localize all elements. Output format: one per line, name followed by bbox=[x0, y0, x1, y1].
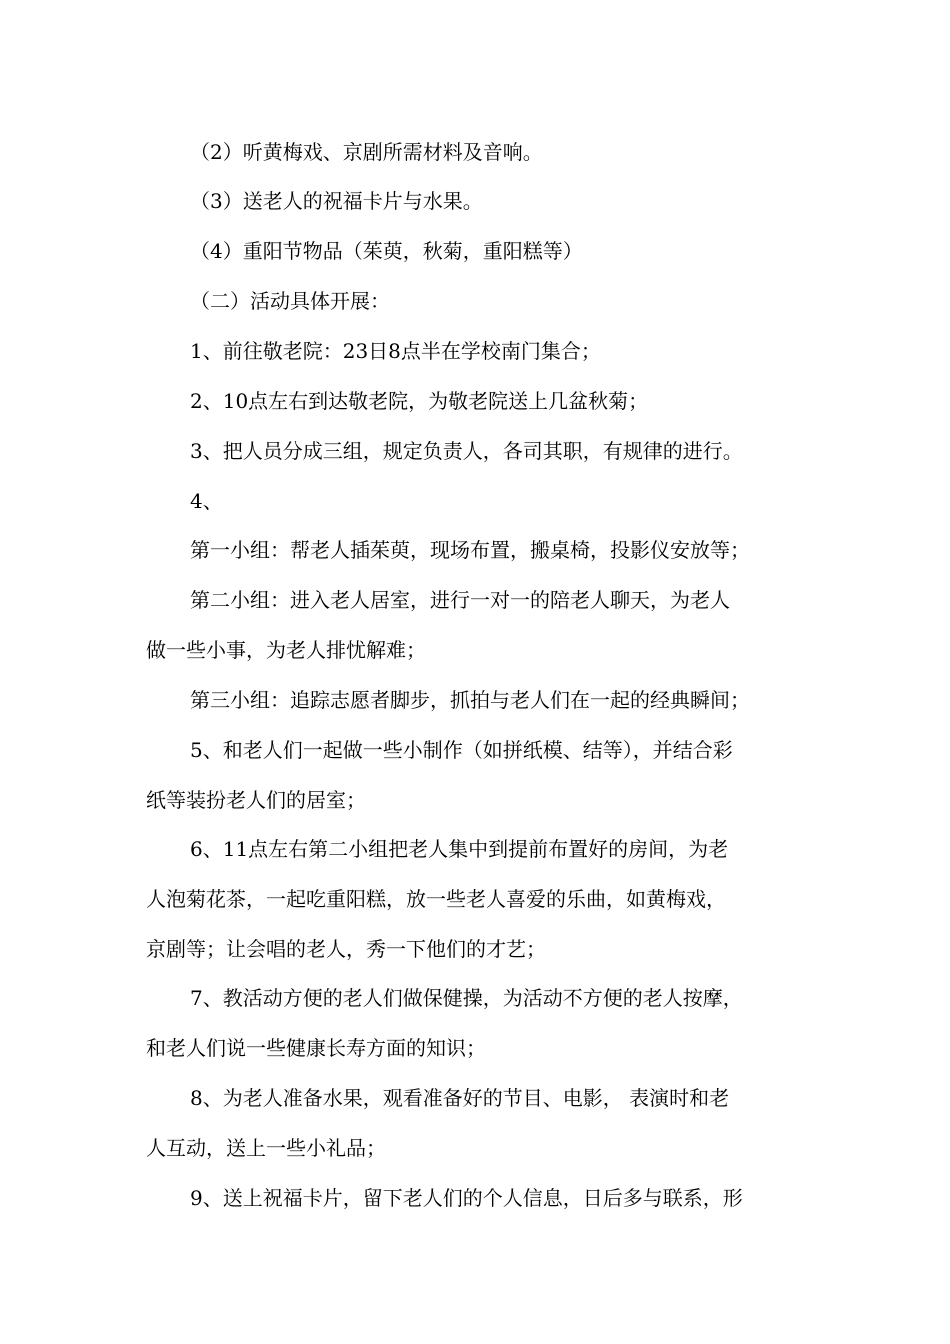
text-line: 5、和老人们一起做一些小制作（如拼纸模、结等），并结合彩 bbox=[190, 738, 733, 762]
text-line: 做一些小事，为老人排忧解难； bbox=[146, 638, 426, 662]
text-line: 第一小组：帮老人插茱萸，现场布置，搬桌椅，投影仪安放等； bbox=[190, 538, 750, 562]
text-line: （2）听黄梅戏、京剧所需材料及音响。 bbox=[190, 140, 543, 164]
text-line: 9、送上祝福卡片，留下老人们的个人信息，日后多与联系，形 bbox=[190, 1186, 743, 1210]
text-line: 8、为老人准备水果，观看准备好的节目、电影， 表演时和老 bbox=[190, 1086, 730, 1110]
text-line: 人互动，送上一些小礼品； bbox=[146, 1136, 386, 1160]
text-line: 和老人们说一些健康长寿方面的知识； bbox=[146, 1036, 486, 1060]
text-line: 3、把人员分成三组，规定负责人，各司其职，有规律的进行。 bbox=[190, 439, 743, 463]
text-line: 6、11点左右第二小组把老人集中到提前布置好的房间，为老 bbox=[190, 837, 729, 861]
text-line: 京剧等；让会唱的老人，秀一下他们的才艺； bbox=[146, 937, 546, 961]
text-line: 2、10点左右到达敬老院，为敬老院送上几盆秋菊； bbox=[190, 389, 649, 413]
text-line: 4、 bbox=[190, 489, 223, 513]
text-line: 第三小组：追踪志愿者脚步，抓拍与老人们在一起的经典瞬间； bbox=[190, 688, 750, 712]
text-line: （4）重阳节物品（茱萸，秋菊，重阳糕等） bbox=[190, 239, 583, 263]
text-line: 第二小组：进入老人居室，进行一对一的陪老人聊天，为老人 bbox=[190, 588, 730, 612]
text-line: （二）活动具体开展： bbox=[190, 289, 390, 313]
text-line: （3）送老人的祝福卡片与水果。 bbox=[190, 189, 483, 213]
text-line: 1、前往敬老院：23日8点半在学校南门集合； bbox=[190, 339, 601, 363]
text-line: 人泡菊花茶，一起吃重阳糕，放一些老人喜爱的乐曲，如黄梅戏， bbox=[146, 887, 726, 911]
text-line: 7、教活动方便的老人们做保健操，为活动不方便的老人按摩， bbox=[190, 986, 743, 1010]
text-line: 纸等装扮老人们的居室； bbox=[146, 788, 366, 812]
